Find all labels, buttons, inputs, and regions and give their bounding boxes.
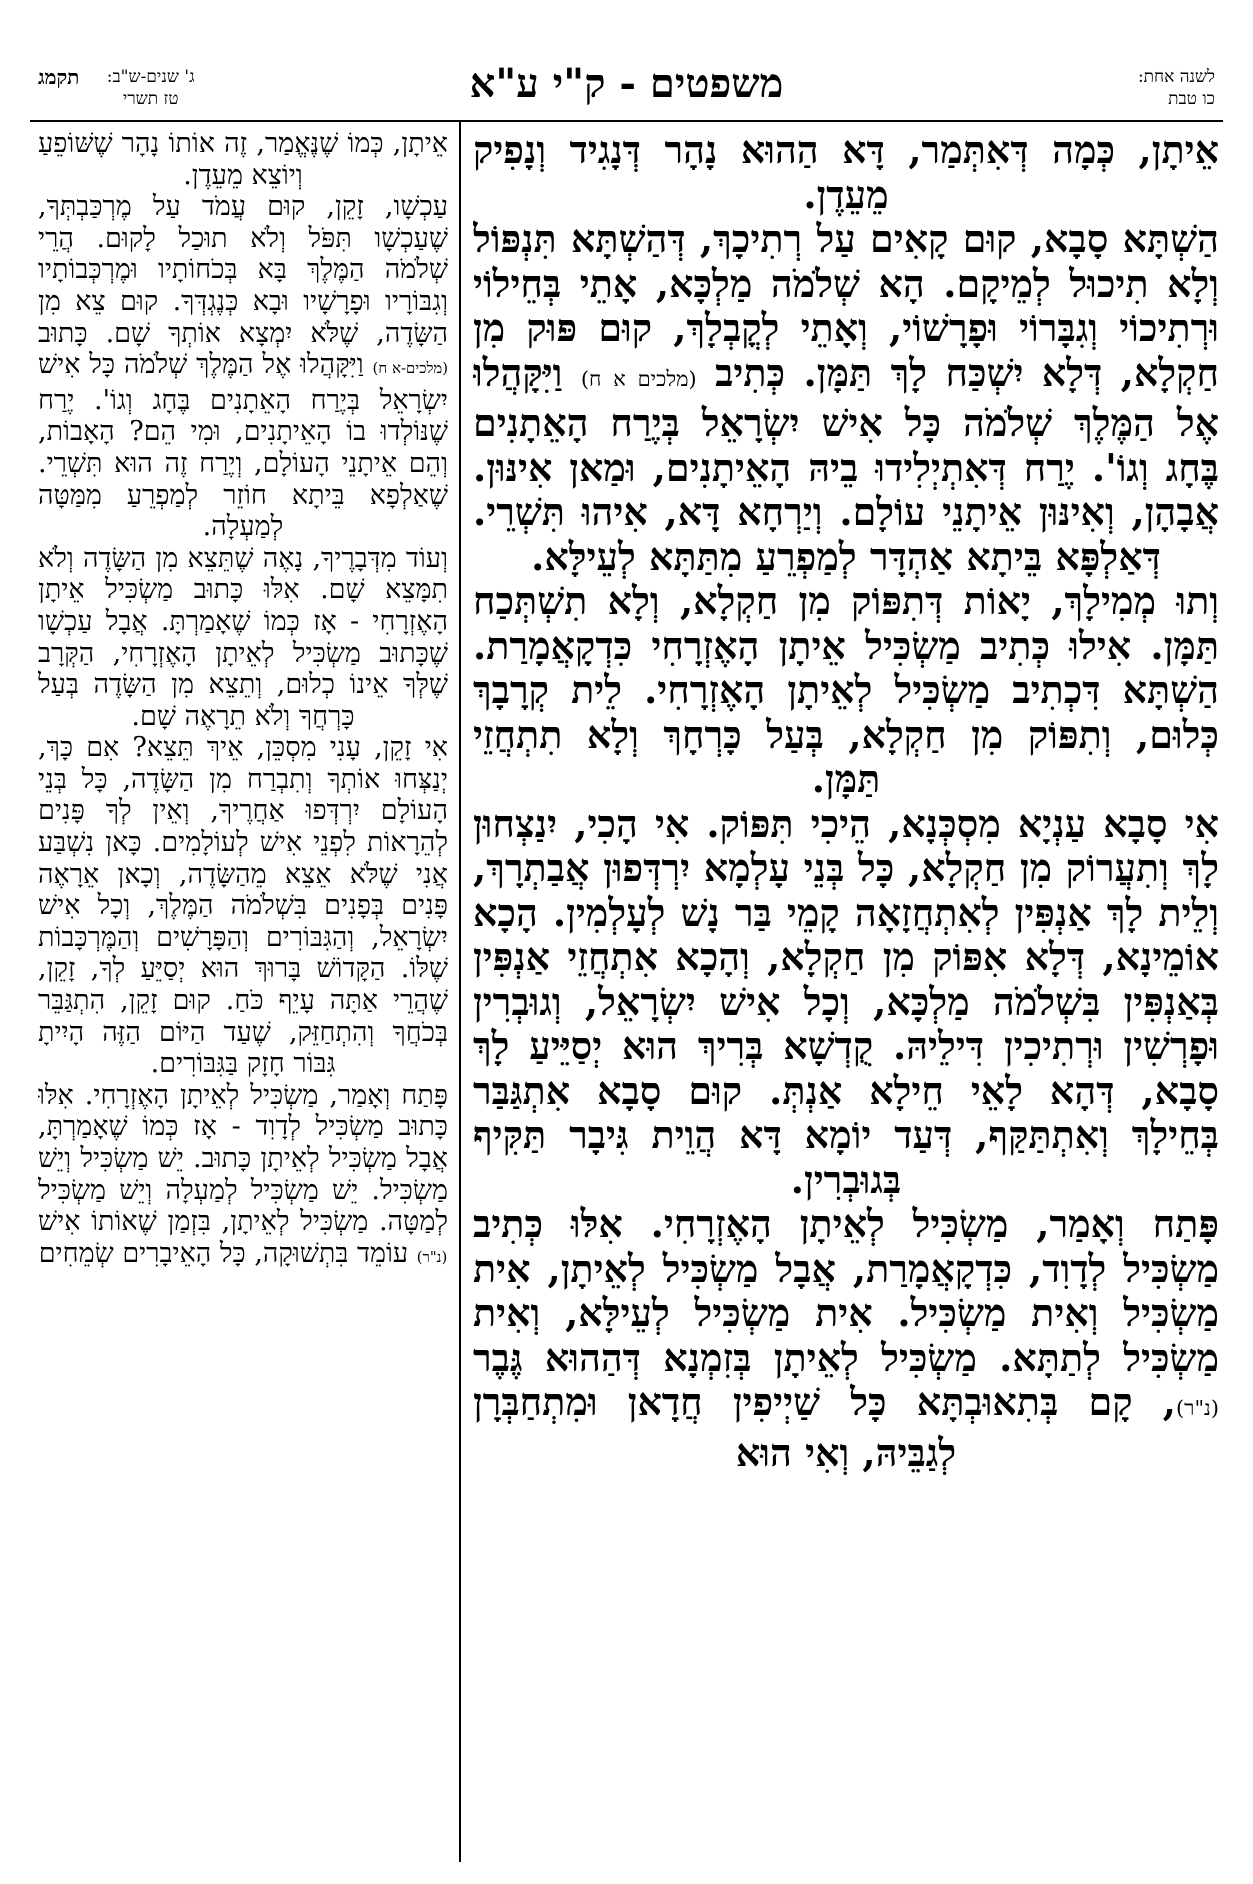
verse-reference: (מלכים א ח): [580, 366, 697, 391]
commentary-column: [38, 128, 448, 1864]
commentary-paragraph: אֵיתָן, כְּמוֹ שֶׁנֶּאֱמַר, זֶה אוֹתוֹ נָהָר שֶׁשּׁוֹפֵעַ וְיוֹצֵא מֵעֵדֶן.: [38, 128, 448, 191]
verse-reference: (נ"ר): [416, 1247, 448, 1266]
commentary-paragraph: אִי זָקֵן, עָנִי מִסְכֵּן, אֵיךְ תֵּצֵא? אִם כָּךְ, יְנַצְּחוּ אוֹתְךָ וְתִבְרַח מִן הַשָּׂדֶה, כָּל בְּנֵי הָעוֹלָם יִרְדְּפוּ אַחֲרֶיךָ, וְאֵין לְךָ פָּנִים לְהֵרָאוֹת לִפְנֵי אִישׁ לְעוֹלָמִים. כָּאן נִשְׁבַּע אֲנִי שֶׁלֹּא אֵצֵא מֵהַשָּׂדֶה, וְכָאן אֵרָאֶה פָּנִים בְּפָנִים בִּשְׁלֹמֹה הַמֶּלֶךְ, וְכָל אִישׁ יִשְׂרָאֵל, וְהַגִּבּוֹרִים וְהַפָּרָשִׁים וְהַמֶּרְכָּבוֹת שֶׁלּוֹ. הַקָּדוֹשׁ בָּרוּךְ הוּא יְסַיֵּעַ לְךָ, זָקֵן, שֶׁהֲרֵי אַתָּה עָיֵף כֹּחַ. קוּם זָקֵן, הִתְגַּבֵּר בְּכֹחֲךָ וְהִתְחַזֵּק, שֶׁעַד הַיּוֹם הַזֶּה הָיִיתָ גִּבּוֹר חָזָק בַּגִּבּוֹרִים.: [38, 732, 448, 1080]
three-year-schedule: [38, 66, 195, 110]
main-paragraph: אִי סָבָא עַנְיָא מִסְכְּנָא, הֵיכִי תִּפּוֹק. אִי הָכִי, יִנַצְחוּן לָךְ וְתִעֲרוֹק מִן חַקְלָא, כָּל בְּנֵי עָלְמָא יִרְדְּפוּן אֲבַתְרָךְ, וְלֵית לָךְ אַנְפִּין לְאִתְחֲזָאָה קָמֵי בַּר נָשׁ לְעָלְמִין. הָכָא אוֹמֵינָא, דְּלָא אִפּוֹק מִן חַקְלָא, וְהָכָא אִתְחֲזֵי אַנְפִּין בְּאַנְפִּין בִּשְׁלֹמֹה מַלְכָּא, וְכָל אִישׁ יִשְׂרָאֵל, וְגוּבְרִין וּפָרְשִׁין וּרְתִיכִין דִּילֵיהּ. קֻדְשָׁא בְּרִיךְ הוּא יְסַיֵּיעַ לָךְ סָבָא, דְּהָא לָאֵי חֵילָא אַנְתְּ. קוּם סָבָא אִתְגַּבַּר בְּחֵילָךְ וְאִתְתַּקַּף, דְּעַד יוֹמָא דָּא הֲוֵית גִּיבָר תַּקִּיף בְּגוּבְרִין.: [473, 800, 1219, 1202]
commentary-paragraph: עַכְשָׁו, זָקֵן, קוּם עֲמֹד עַל מֶרְכַּבְתְּךָ, שֶׁעַכְשָׁו תִּפֹּל וְלֹא תוּכַל לָקוּם. הֲרֵי שְׁלֹמֹה הַמֶּלֶךְ בָּא בְּכֹחוֹתָיו וּמֶרְכְּבוֹתָיו וְגִבּוֹרָיו וּפָרָשָׁיו וּבָא כְּנֶגְדְּךָ. קוּם צֵא מִן הַשָּׂדֶה, שֶׁלֹּא יִמְצָא אוֹתְךָ שָׁם. כָּתוּב (מלכים-א ח) וַיִּקָּהֲלוּ אֶל הַמֶּלֶךְ שְׁלֹמֹה כָּל אִישׁ יִשְׂרָאֵל בְּיֶרַח הָאֵתָנִים בֶּחָג וְגוֹ'. יֶרַח שֶׁנּוֹלְדוּ בוֹ הָאֵיתָנִים, וּמִי הֵם? הָאָבוֹת, וְהֵם אֵיתָנֵי הָעוֹלָם, וְיֶרַח זֶה הוּא תִּשְׁרֵי. שֶׁאַלְפָא בֵּיתָא חוֹזֵר לְמַפְרֵעַ מִמַּטָּה לְמַעְלָה.: [38, 191, 448, 543]
three-year-date: טז תשרי: [122, 89, 179, 109]
main-paragraph: הַשְׁתָּא סָבָא, קוּם קָאִים עַל רְתִיכָךְ, דְּהַשְׁתָּא תִּנְפּוֹל וְלָא תִיכוּל לְמֵיקָם. הָא שְׁלֹמֹה מַלְכָּא, אָתֵי בְּחֵילוֹי וּרְתִיכוֹי וְגִבָּרוֹי וּפָרָשׁוֹי, וְאָתֵי לְקֳבְלָךְ, קוּם פּוּק מִן חַקְלָא, דְּלָא יִשְׁכַּח לָךְ תַּמָּן. כְּתִיב (מלכים א ח) וַיִּקָּהֲלוּ אֶל הַמֶּלֶךְ שְׁלֹמֹה כָּל אִישׁ יִשְׂרָאֵל בְּיֶרַח הָאֵתָנִים בֶּחָג וְגוֹ'. יֶרַח דְּאִתְיְלִידוּ בֵיהּ הָאֵיתָנִים, וּמַאן אִינּוּן. אֲבָהָן, וְאִינּוּן אֵיתָנֵי עוֹלָם. וְיַרְחָא דָּא, אִיהוּ תִּשְׁרֵי. דְּאַלְפָּא בֵּיתָא אַהְדָּר לְמַפְרֵעַ מִתַּתָּא לְעֵילָּא.: [473, 216, 1219, 579]
column-divider: [459, 122, 461, 1862]
verse-reference: (נ"ר): [1176, 1396, 1219, 1420]
page-number: תקמג: [38, 65, 80, 89]
main-paragraph: אֵיתָן, כְּמָה דְּאִתְּמַר, דָּא הַהוּא נָהָר דְּנָגִיד וְנָפִיק מֵעֵדֶן.: [473, 128, 1219, 217]
one-year-date: כו טבת: [1168, 89, 1215, 109]
page-header: [30, 52, 1223, 118]
main-paragraph: וְתוּ מְמִילָךְ, יָאוֹת דְּתִפּוֹק מִן חַקְלָא, וְלָא תִשְׁתְּכַח תַּמָּן. אִילוּ כְּתִיב מַשְׂכִּיל אֵיתָן הָאֶזְרָחִי כִּדְקָאֲמָרַת. הַשְׁתָּא דִּכְתִיב מַשְׂכִּיל לְאֵיתָן הָאֶזְרָחִי. לֵית קְרָבָךְ כְּלוּם, וְתִפּוֹק מִן חַקְלָא, בְּעַל כָּרְחָךְ וְלָא תִתְחֲזֵי תַּמָּן.: [473, 578, 1219, 801]
main-text-column: [473, 128, 1219, 1864]
page-title: משפטים - ק"י ע"א: [469, 60, 784, 107]
header-divider: [30, 120, 1223, 122]
commentary-paragraph: פָּתַח וְאָמַר, מַשְׂכִּיל לְאֵיתָן הָאֶזְרָחִי. אִלּוּ כָּתוּב מַשְׂכִּיל לְדָוִד - אָז כְּמוֹ שֶׁאָמַרְתָּ, אֲבָל מַשְׂכִּיל לְאֵיתָן כָּתוּב. יֵשׁ מַשְׂכִּיל וְיֵשׁ מַשְׂכִּיל. יֵשׁ מַשְׂכִּיל לְמַעְלָה וְיֵשׁ מַשְׂכִּיל לְמַטָּה. מַשְׂכִּיל לְאֵיתָן, בִּזְמַן שֶׁאוֹתוֹ אִישׁ (נ"ר) עוֹמֵד בִּתְשׁוּקָה, כָּל הָאֵיבָרִים שְׂמֵחִים: [38, 1079, 448, 1269]
commentary-paragraph: וְעוֹד מִדְּבָרֶיךָ, נָאֶה שֶׁתֵּצֵא מִן הַשָּׂדֶה וְלֹא תִמָּצֵא שָׁם. אִלּוּ כָּתוּב מַשְׂכִּיל אֵיתָן הָאֶזְרָחִי - אָז כְּמוֹ שֶׁאָמַרְתָּ. אֲבָל עַכְשָׁו שֶׁכָּתוּב מַשְׂכִּיל לְאֵיתָן הָאֶזְרָחִי, הַקְּרָב שֶׁלְּךָ אֵינוֹ כְלוּם, וְתֵצֵא מִן הַשָּׂדֶה בְּעַל כָּרְחֲךָ וְלֹא תֵרָאֶה שָׁם.: [38, 542, 448, 732]
main-paragraph: פָּתַח וְאָמַר, מַשְׂכִּיל לְאֵיתָן הָאֶזְרָחִי. אִלּוּ כְּתִיב מַשְׂכִּיל לְדָוִד, כִּדְקָאֲמָרַת, אֲבָל מַשְׂכִּיל לְאֵיתָן, אִית מַשְׂכִּיל וְאִית מַשְׂכִּיל. אִית מַשְׂכִּיל לְעֵילָּא, וְאִית מַשְׂכִּיל לְתַתָּא. מַשְׂכִּיל לְאֵיתָן בְּזִמְנָא דְּהַהוּא גֶּבֶר (נ"ר), קָם בְּתִאוּבְתָּא כָּל שַׁיְיפִין חֲדָאן וּמִתְחַבְּרָן לְגַבֵּיהּ, וְאִי הוּא: [473, 1201, 1219, 1475]
verse-reference: (מלכים-א ח): [372, 359, 448, 378]
three-year-label: ג' שנים-ש"ב:: [106, 67, 195, 87]
one-year-label: לשנה אחת:: [1137, 67, 1215, 87]
